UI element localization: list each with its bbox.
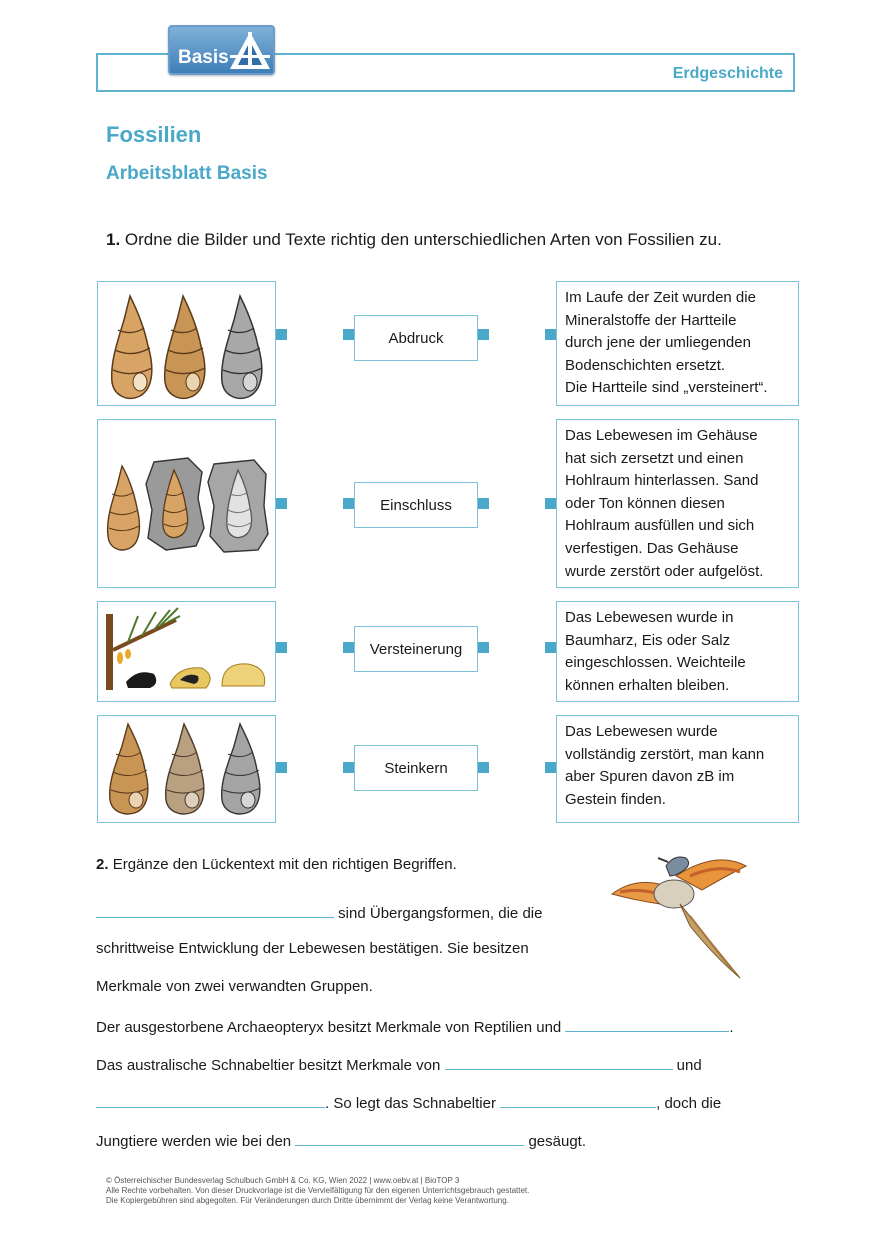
term-box-3[interactable]: Versteinerung — [354, 626, 478, 672]
copyright-footer — [106, 1176, 529, 1206]
description-line: Die Hartteile sind „versteinert“. — [565, 379, 768, 397]
footer-line: © Österreichischer Bundesverlag Schulbuch GmbH & Co. KG, Wien 2022 | www.oebv.at | BioTOP 3 — [106, 1176, 460, 1185]
blank-field[interactable] — [96, 1092, 325, 1108]
description-box-1[interactable] — [556, 281, 799, 406]
connector-dot[interactable] — [545, 762, 556, 773]
description-line: Das Lebewesen wurde in — [565, 609, 734, 626]
cloze-text: Der ausgestorbene Archaeopteryx besitzt Merkmale von Reptilien und — [96, 1019, 562, 1036]
snail-shells-icon — [98, 716, 275, 822]
cloze-text: Das australische Schnabeltier besitzt Merkmale von — [96, 1057, 441, 1074]
term-box-4[interactable]: Steinkern — [354, 745, 478, 791]
description-line: verfestigen. Das Gehäuse — [565, 539, 739, 557]
connector-dot[interactable] — [478, 329, 489, 340]
blank-field[interactable] — [500, 1092, 656, 1108]
logo-text: Basis — [178, 47, 229, 68]
cloze-text: sind Übergangsformen, die die — [338, 905, 543, 922]
footer-line: Die Kopiergebühren sind abgegolten. Für Veränderungen durch Dritte übernimmt der Verlag keine Verantwortung. — [106, 1196, 509, 1205]
description-box-4[interactable] — [556, 715, 799, 823]
cloze-line-6 — [96, 1092, 721, 1112]
description-line: Mineralstoffe der Hartteile — [565, 311, 737, 329]
cloze-line-7 — [96, 1130, 586, 1150]
description-box-2[interactable] — [556, 419, 799, 588]
connector-dot[interactable] — [276, 762, 287, 773]
cloze-text: . — [729, 1019, 734, 1036]
connector-dot[interactable] — [545, 498, 556, 509]
cloze-text: Jungtiere werden wie bei den — [96, 1133, 292, 1150]
image-amber-insect — [97, 601, 276, 702]
description-line: Bodenschichten ersetzt. — [565, 356, 726, 374]
triangle-logo-icon — [228, 29, 272, 73]
description-line: Gestein finden. — [565, 790, 666, 808]
term-box-2[interactable]: Einschluss — [354, 482, 478, 528]
blank-field[interactable] — [445, 1054, 673, 1070]
description-line: Das Lebewesen wurde — [565, 723, 718, 740]
description-line: oder Ton können diesen — [565, 494, 725, 512]
task-2-text: Ergänze den Lückentext mit den richtigen Begriffen. — [112, 856, 457, 873]
page-title: Fossilien — [106, 122, 202, 147]
description-line: Im Laufe der Zeit wurden die — [565, 289, 756, 306]
shell-imprint-icon — [98, 420, 275, 587]
cloze-text: . So legt das Schnabeltier — [325, 1095, 496, 1112]
blank-field[interactable] — [565, 1016, 729, 1032]
blank-field[interactable] — [96, 902, 334, 918]
cloze-text: schrittweise Entwicklung der Lebewesen bestätigen. Sie besitzen — [96, 940, 529, 957]
topic-label: Erdgeschichte — [672, 65, 783, 82]
connector-dot[interactable] — [343, 329, 354, 340]
task-2-instruction — [96, 856, 457, 873]
connector-dot[interactable] — [276, 329, 287, 340]
image-shells-colors — [97, 715, 276, 823]
connector-dot[interactable] — [276, 498, 287, 509]
description-box-3[interactable] — [556, 601, 799, 702]
cloze-line-3 — [96, 978, 373, 995]
task-1-text: Ordne die Bilder und Texte richtig den unterschiedlichen Arten von Fossilien zu. — [124, 230, 722, 249]
term-box-1[interactable]: Abdruck — [354, 315, 478, 361]
cloze-line-2 — [96, 940, 529, 957]
amber-insect-icon — [98, 602, 275, 701]
connector-dot[interactable] — [343, 642, 354, 653]
description-line: Baumharz, Eis oder Salz — [565, 631, 731, 649]
image-shell-imprints — [97, 419, 276, 588]
connector-dot[interactable] — [478, 642, 489, 653]
connector-dot[interactable] — [343, 762, 354, 773]
archaeopteryx-icon — [606, 846, 752, 986]
description-line: durch jene der umliegenden — [565, 334, 751, 352]
cloze-text: Merkmale von zwei verwandten Gruppen. — [96, 978, 373, 995]
cloze-line-5 — [96, 1054, 702, 1074]
task-2-number: 2. — [96, 856, 109, 873]
cloze-line-4 — [96, 1016, 734, 1036]
task-1-instruction — [106, 230, 722, 250]
connector-dot[interactable] — [276, 642, 287, 653]
connector-dot[interactable] — [478, 498, 489, 509]
description-line: vollständig zerstört, man kann — [565, 745, 765, 763]
description-line: aber Spuren davon zB im — [565, 768, 735, 786]
connector-dot[interactable] — [478, 762, 489, 773]
description-line: wurde zerstört oder aufgelöst. — [565, 562, 764, 580]
blank-field[interactable] — [295, 1130, 524, 1146]
footer-line: Alle Rechte vorbehalten. Von dieser Druckvorlage ist die Vervielfältigung für den eigenen Unterrichtsgebrauch gestattet. — [106, 1186, 530, 1195]
cloze-line-1 — [96, 902, 542, 922]
connector-dot[interactable] — [545, 642, 556, 653]
description-line: können erhalten bleiben. — [565, 676, 730, 694]
description-line: hat sich zersetzt und einen — [565, 449, 744, 467]
description-line: Hohlraum hinterlassen. Sand — [565, 472, 759, 490]
task-1-number: 1. — [106, 230, 121, 249]
cloze-text: gesäugt. — [528, 1133, 587, 1150]
snail-shells-icon — [98, 282, 275, 405]
basis-logo — [168, 25, 275, 75]
description-line: Das Lebewesen im Gehäuse — [565, 427, 758, 444]
description-line: eingeschlossen. Weichteile — [565, 654, 746, 672]
connector-dot[interactable] — [343, 498, 354, 509]
image-shells-three — [97, 281, 276, 406]
connector-dot[interactable] — [545, 329, 556, 340]
page-subtitle: Arbeitsblatt Basis — [106, 163, 268, 184]
description-line: Hohlraum ausfüllen und sich — [565, 517, 755, 535]
cloze-text: und — [676, 1057, 702, 1074]
cloze-text: , doch die — [656, 1095, 722, 1112]
